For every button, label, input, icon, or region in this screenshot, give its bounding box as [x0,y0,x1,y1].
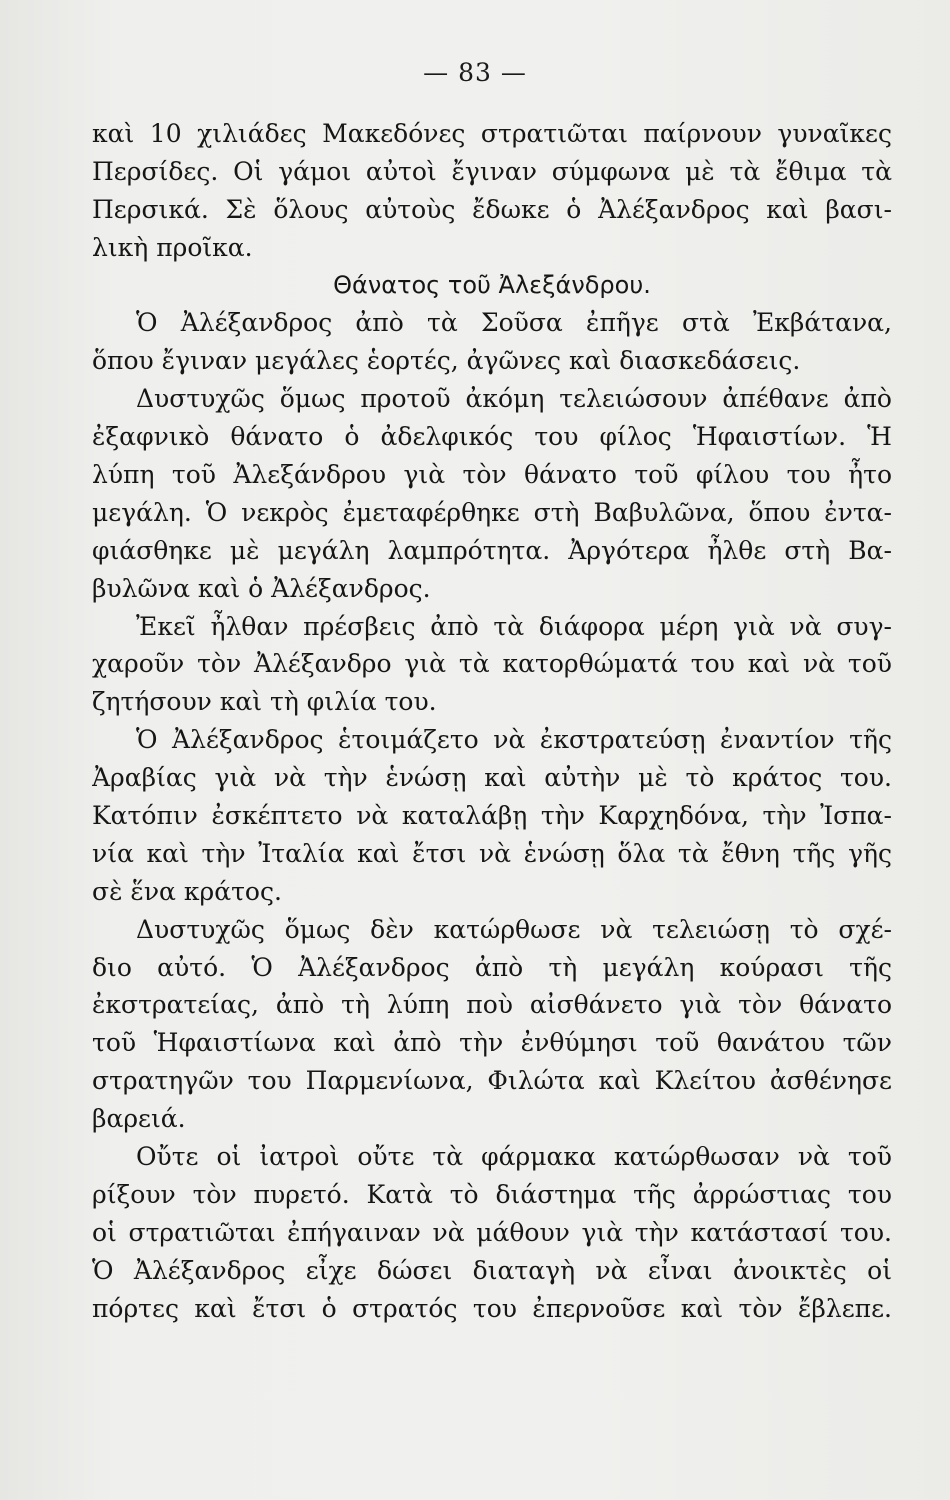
text-line: βαρειά. [92,1104,186,1134]
text-line: στρατηγῶν του Παρμενίωνα, Φιλώτα καὶ Κλείτου ἀσθένησε [92,1066,892,1096]
text-line: Δυστυχῶς ὅμως δὲν κατώρθωσε νὰ τελειώσῃ τὸ σχέ- [136,914,892,944]
text-line: ἐκστρατείας, ἀπὸ τὴ λύπη ποὺ αἰσθάνετο γιὰ τὸν θάνατο [92,990,892,1020]
text-line: Ἀραβίας γιὰ νὰ τὴν ἑνώσῃ καὶ αὐτὴν μὲ τὸ κράτος του. [92,763,892,793]
body-text [92,115,892,1328]
text-line: μεγάλη. Ὁ νεκρὸς ἐμεταφέρθηκε στὴ Βαβυλῶνα, ὅπου ἐντα- [92,497,892,527]
text-line: λικὴ προῖκα. [92,232,253,262]
text-line: βυλῶνα καὶ ὁ Ἀλέξανδρος. [92,573,431,603]
text-line: Ὁ Ἀλέξανδρος ἀπὸ τὰ Σοῦσα ἐπῆγε στὰ Ἐκβάτανα, [136,308,892,338]
text-line: ρίξουν τὸν πυρετό. Κατὰ τὸ διάστημα τῆς ἀρρώστιας του [92,1179,892,1209]
text-line: Περσικά. Σὲ ὅλους αὐτοὺς ἔδωκε ὁ Ἀλέξανδρος καὶ βασι- [92,194,892,224]
text-line: οἱ στρατιῶται ἐπήγαιναν νὰ μάθουν γιὰ τὴν κατάστασί του. [92,1217,892,1247]
text-line: ζητήσουν καὶ τὴ φιλία του. [92,687,437,717]
text-line: Ὁ Ἀλέξανδρος εἶχε δώσει διαταγὴ νὰ εἶναι ἀνοικτὲς οἱ [92,1255,892,1285]
text-line: Ὁ Ἀλέξανδρος ἑτοιμάζετο νὰ ἐκστρατεύσῃ ἐναντίον τῆς [136,725,892,755]
text-line: διο αὐτό. Ὁ Ἀλέξανδρος ἀπὸ τὴ μεγάλη κούρασι τῆς [92,952,892,982]
section-heading: Θάνατος τοῦ Ἀλεξάνδρου. [333,270,651,299]
text-line: Δυστυχῶς ὅμως προτοῦ ἀκόμη τελειώσουν ἀπέθανε ἀπὸ [136,384,892,414]
text-line: ὅπου ἔγιναν μεγάλες ἑορτές, ἀγῶνες καὶ διασκεδάσεις. [92,346,801,376]
text-line: Ἐκεῖ ἦλθαν πρέσβεις ἀπὸ τὰ διάφορα μέρη γιὰ νὰ συγ- [136,611,892,641]
text-line: χαροῦν τὸν Ἀλέξανδρο γιὰ τὰ κατορθώματά του καὶ νὰ τοῦ [92,649,892,679]
text-line: Περσίδες. Οἱ γάμοι αὐτοὶ ἔγιναν σύμφωνα μὲ τὰ ἔθιμα τὰ [92,156,892,186]
page-number: — 83 — [423,58,527,87]
text-line: τοῦ Ἡφαιστίωνα καὶ ἀπὸ τὴν ἐνθύμησι τοῦ θανάτου τῶν [92,1028,892,1058]
text-line: σὲ ἕνα κράτος. [92,876,282,906]
text-line: Κατόπιν ἐσκέπτετο νὰ καταλάβῃ τὴν Καρχηδόνα, τὴν Ἰσπα- [92,801,892,831]
text-line: φιάσθηκε μὲ μεγάλη λαμπρότητα. Ἀργότερα ἦλθε στὴ Βα- [92,535,892,565]
text-line: λύπη τοῦ Ἀλεξάνδρου γιὰ τὸν θάνατο τοῦ φίλου του ἦτο [92,460,892,490]
text-line: καὶ 10 χιλιάδες Μακεδόνες στρατιῶται παίρνουν γυναῖκες [92,119,892,148]
text-line: πόρτες καὶ ἔτσι ὁ στρατός του ἐπερνοῦσε καὶ τὸν ἔβλεπε. [92,1293,892,1323]
text-line: νία καὶ τὴν Ἰταλία καὶ ἔτσι νὰ ἑνώσῃ ὅλα τὰ ἔθνη τῆς γῆς [92,838,892,868]
text-line: Οὔτε οἱ ἰατροὶ οὔτε τὰ φάρμακα κατώρθωσαν νὰ τοῦ [136,1142,892,1172]
text-line: ἐξαφνικὸ θάνατο ὁ ἀδελφικός του φίλος Ἡφαιστίων. Ἡ [92,422,892,452]
